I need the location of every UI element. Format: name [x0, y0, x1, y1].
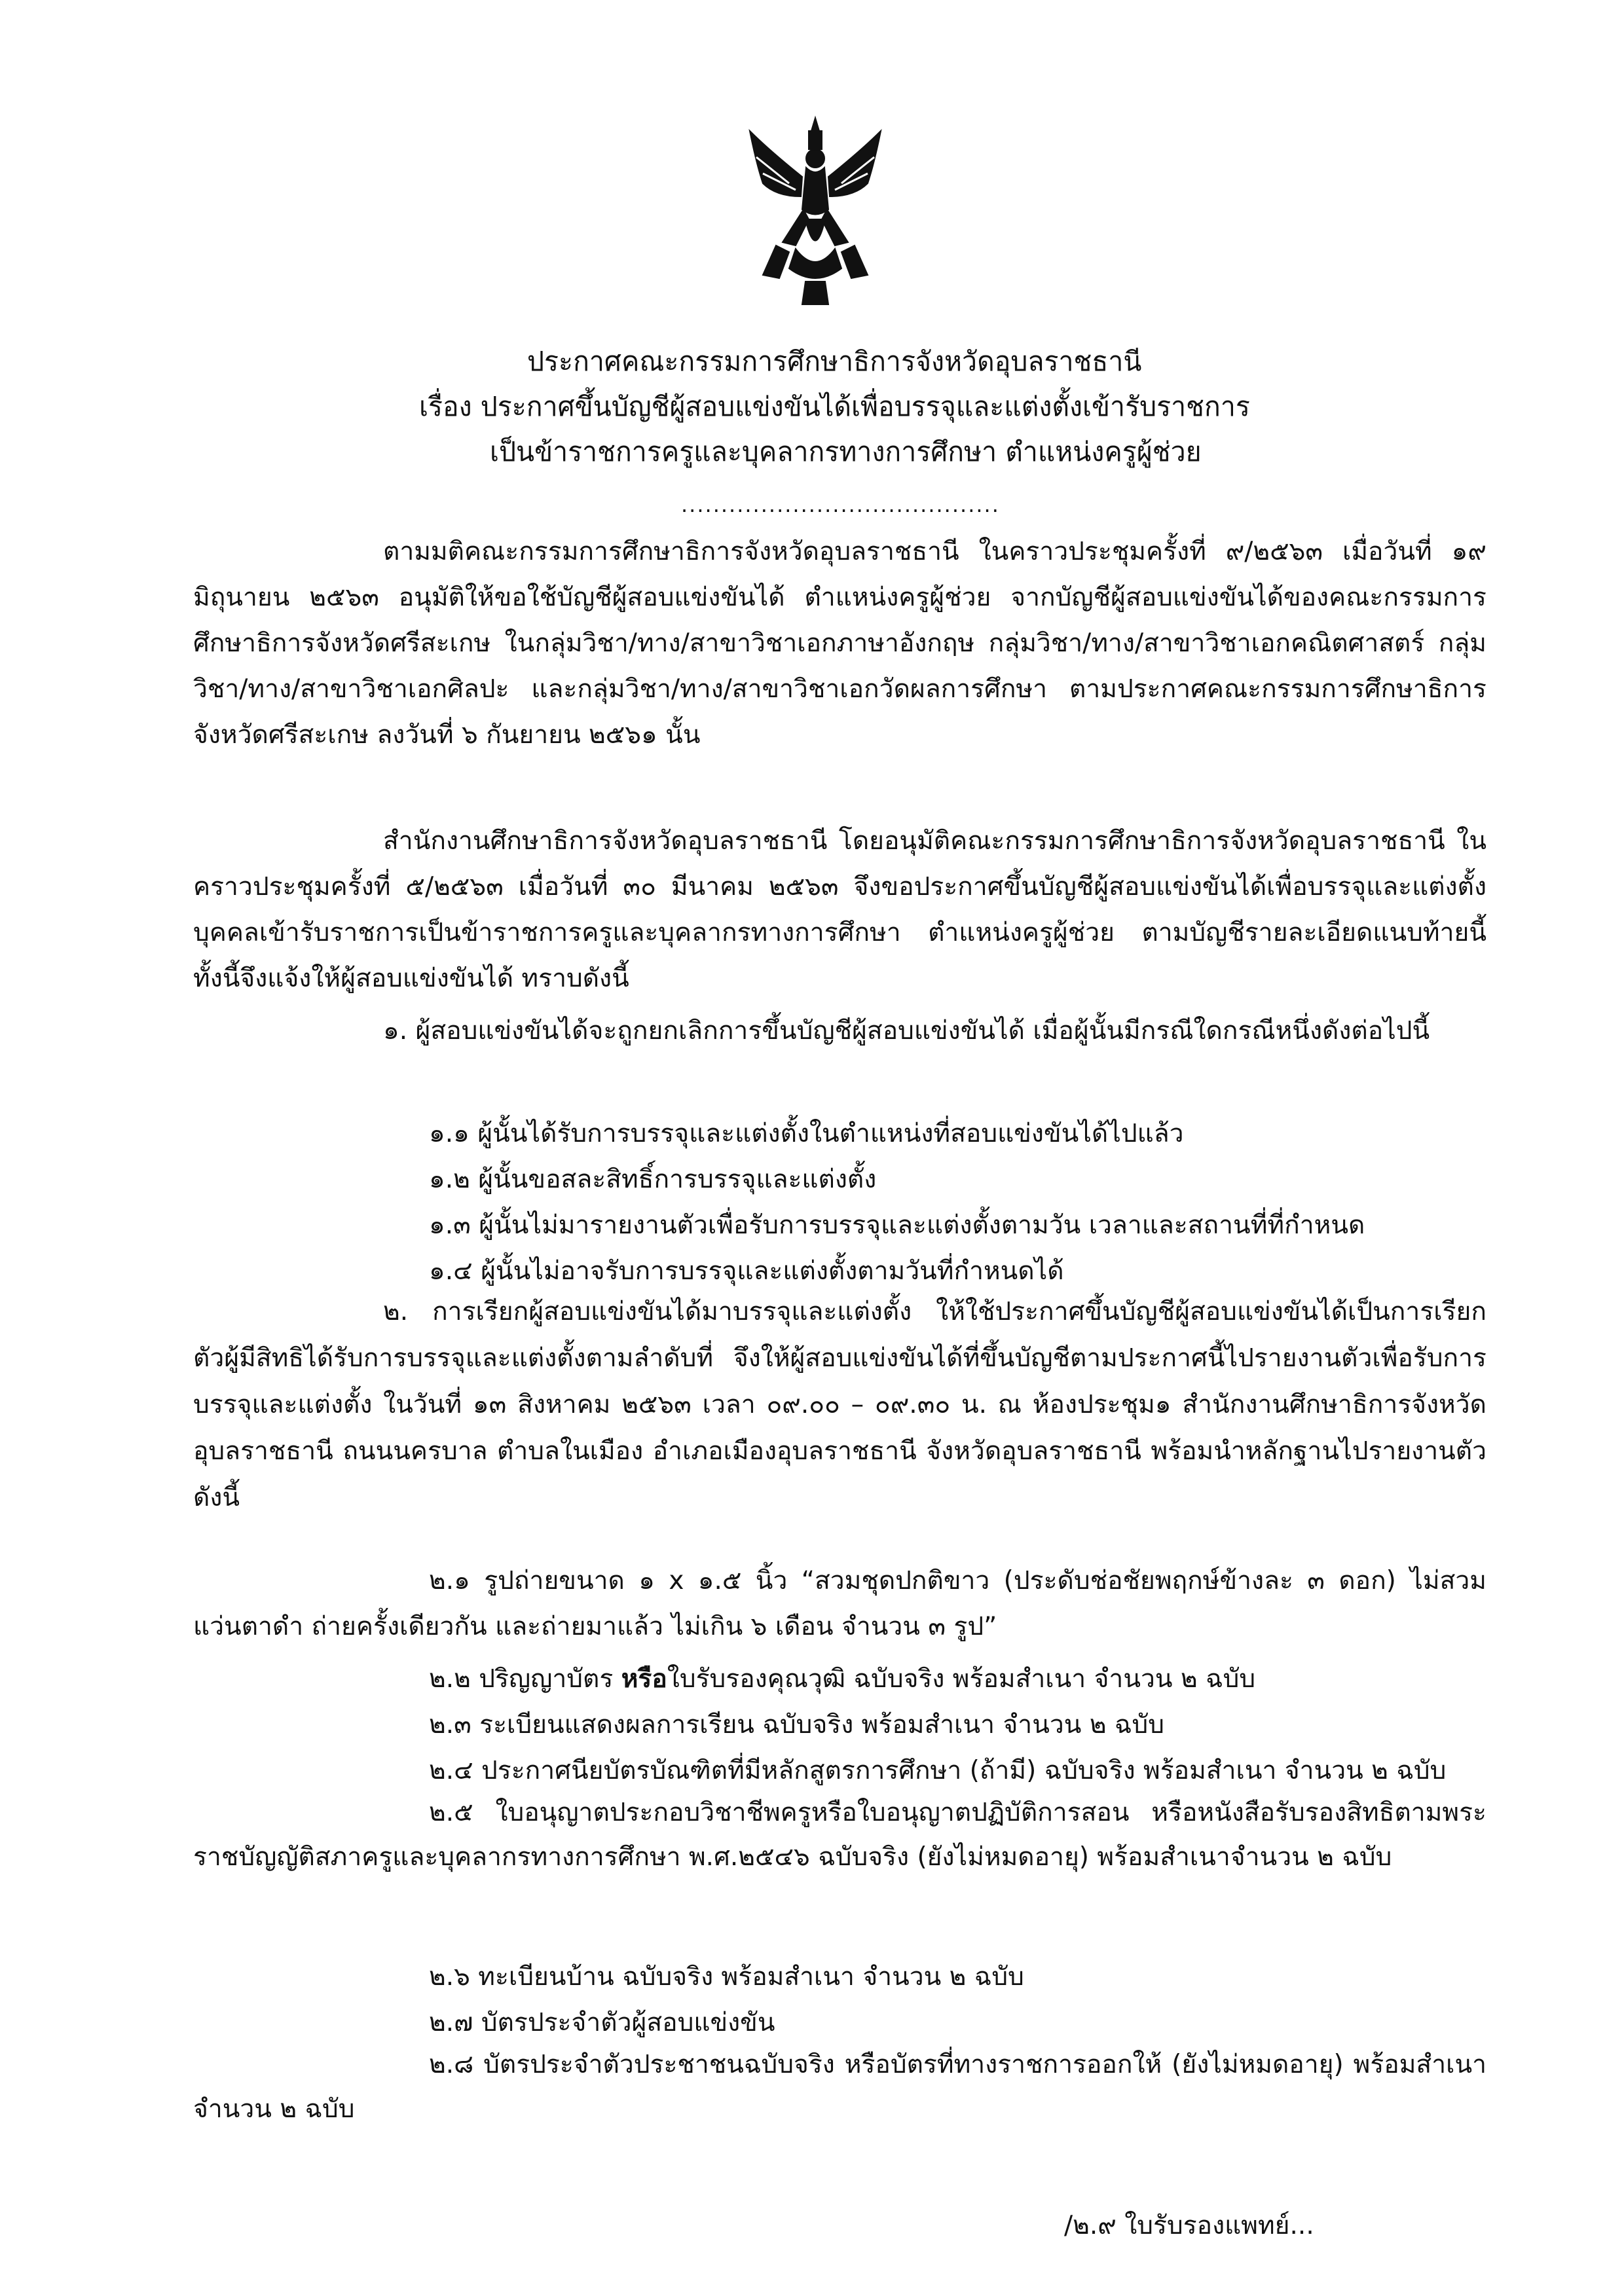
list-item-2-1: ๒.๑ รูปถ่ายขนาด ๑ x ๑.๕ นิ้ว “สวมชุดปกติขาว (ประดับช่อชัยพฤกษ์ข้างละ ๓ ดอก) ไม่สวมแว่นตาดำ ถ่ายครั้งเดียวกัน และถ่ายมาแล้ว ไม่เกิน ๖ เดือน จำนวน ๓ รูป”	[193, 1566, 1486, 1641]
list-item-1-1: ๑.๑ ผู้นั้นได้รับการบรรจุและแต่งตั้งในตำแหน่งที่สอบแข่งขันได้ไปแล้ว	[429, 1119, 1184, 1148]
announcement-subject-continued: เป็นข้าราชการครูและบุคลากรทางการศึกษา ตำแหน่งครูผู้ช่วย	[490, 436, 1202, 467]
list-item-1-3: ๑.๓ ผู้นั้นไม่มารายงานตัวเพื่อรับการบรรจุและแต่งตั้งตามวัน เวลาและสถานที่ที่กำหนด	[429, 1211, 1365, 1240]
paragraph-2: สำนักงานศึกษาธิการจังหวัดอุบลราชธานี โดยอนุมัติคณะกรรมการศึกษาธิการจังหวัดอุบลราชธานี ในคราวประชุมครั้งที่ ๕/๒๕๖๓ เมื่อวันที่ ๓๐ มีนาคม ๒๕๖๓ จึงขอประกาศขึ้นบัญชีผู้สอบแข่งขันได้เพื่อบรรจุและแต่งตั้งบุคคลเข้ารับราชการเป็นข้าราชการครูและบุคลากรทางการศึกษา ตำแหน่งครูผู้ช่วย ตามบัญชีรายละเอียดแนบท้ายนี้ ทั้งนี้จึงแจ้งให้ผู้สอบแข่งขันได้ ทราบดังนี้	[193, 826, 1486, 993]
list-item-2-6: ๒.๖ ทะเบียนบ้าน ฉบับจริง พร้อมสำเนา จำนวน ๒ ฉบับ	[429, 1962, 1024, 1992]
list-item-2-2-text-b: ใบรับรองคุณวุฒิ ฉบับจริง พร้อมสำเนา จำนวน ๒ ฉบับ	[667, 1664, 1256, 1694]
list-item-2-2-text-a: ๒.๒ ปริญญาบัตร	[429, 1664, 621, 1694]
list-item-2-5: ๒.๕ ใบอนุญาตประกอบวิชาชีพครูหรือใบอนุญาตปฏิบัติการสอน หรือหนังสือรับรองสิทธิตามพระราชบัญญัติสภาครูและบุคลากรทางการศึกษา พ.ศ.๒๕๔๖ ฉบับจริง (ยังไม่หมดอายุ) พร้อมสำเนาจำนวน ๒ ฉบับ	[193, 1798, 1486, 1872]
list-item-2-2	[429, 1660, 1255, 1699]
list-item-2-7: ๒.๗ บัตรประจำตัวผู้สอบแข่งขัน	[429, 2008, 775, 2037]
list-item-2-4: ๒.๔ ประกาศนียบัตรบัณฑิตที่มีหลักสูตรการศึกษา (ถ้ามี) ฉบับจริง พร้อมสำเนา จำนวน ๒ ฉบับ	[429, 1756, 1447, 1785]
list-item-1: ๑. ผู้สอบแข่งขันได้จะถูกยกเลิกการขึ้นบัญชีผู้สอบแข่งขันได้ เมื่อผู้นั้นมีกรณีใดกรณีหนึ่งดังต่อไปนี้	[383, 1016, 1430, 1046]
announcement-issuer: ประกาศคณะกรรมการศึกษาธิการจังหวัดอุบลราชธานี	[527, 346, 1142, 377]
list-item-2-8: ๒.๘ บัตรประจำตัวประชาชนฉบับจริง หรือบัตรที่ทางราชการออกให้ (ยังไม่หมดอายุ) พร้อมสำเนา จำนวน ๒ ฉบับ	[193, 2050, 1486, 2124]
list-item-2-3: ๒.๓ ระเบียนแสดงผลการเรียน ฉบับจริง พร้อมสำเนา จำนวน ๒ ฉบับ	[429, 1710, 1165, 1740]
list-item-2: ๒. การเรียกผู้สอบแข่งขันได้มาบรรจุและแต่งตั้ง ให้ใช้ประกาศขึ้นบัญชีผู้สอบแข่งขันได้เป็นการเรียกตัวผู้มีสิทธิได้รับการบรรจุและแต่งตั้งตามลำดับที่ จึงให้ผู้สอบแข่งขันได้ที่ขึ้นบัญชีตามประกาศนี้ไปรายงานตัวเพื่อรับการบรรจุและแต่งตั้ง ในวันที่ ๑๓ สิงหาคม ๒๕๖๓ เวลา ๐๙.๐๐ – ๐๙.๓๐ น. ณ ห้องประชุม๑ สำนักงานศึกษาธิการจังหวัดอุบลราชธานี ถนนนครบาล ตำบลในเมือง อำเภอเมืองอุบลราชธานี จังหวัดอุบลราชธานี พร้อมนำหลักฐานไปรายงานตัว ดังนี้	[193, 1297, 1486, 1512]
header-divider: ........................................	[681, 492, 1000, 517]
list-item-2-2-bold: หรือ	[621, 1664, 667, 1694]
garuda-emblem-icon	[743, 111, 887, 308]
list-item-1-4: ๑.๔ ผู้นั้นไม่อาจรับการบรรจุและแต่งตั้งตามวันที่กำหนดได้	[429, 1256, 1064, 1286]
continuation-note: /๒.๙ ใบรับรองแพทย์...	[1064, 2211, 1314, 2240]
paragraph-1: ตามมติคณะกรรมการศึกษาธิการจังหวัดอุบลราชธานี ในคราวประชุมครั้งที่ ๙/๒๕๖๓ เมื่อวันที่ ๑๙ มิถุนายน ๒๕๖๓ อนุมัติให้ขอใช้บัญชีผู้สอบแข่งขันได้ ตำแหน่งครูผู้ช่วย จากบัญชีผู้สอบแข่งขันได้ของคณะกรรมการศึกษาธิการจังหวัดศรีสะเกษ ในกลุ่มวิชา/ทาง/สาขาวิชาเอกภาษาอังกฤษ กลุ่มวิชา/ทาง/สาขาวิชาเอกคณิตศาสตร์ กลุ่มวิชา/ทาง/สาขาวิชาเอกศิลปะ และกลุ่มวิชา/ทาง/สาขาวิชาเอกวัดผลการศึกษา ตามประกาศคณะกรรมการศึกษาธิการจังหวัดศรีสะเกษ ลงวันที่ ๖ กันยายน ๒๕๖๑ นั้น	[193, 537, 1486, 750]
announcement-subject: เรื่อง ประกาศขึ้นบัญชีผู้สอบแข่งขันได้เพื่อบรรจุและแต่งตั้งเข้ารับราชการ	[419, 391, 1250, 422]
list-item-1-2: ๑.๒ ผู้นั้นขอสละสิทธิ์การบรรจุและแต่งตั้ง	[429, 1165, 877, 1194]
